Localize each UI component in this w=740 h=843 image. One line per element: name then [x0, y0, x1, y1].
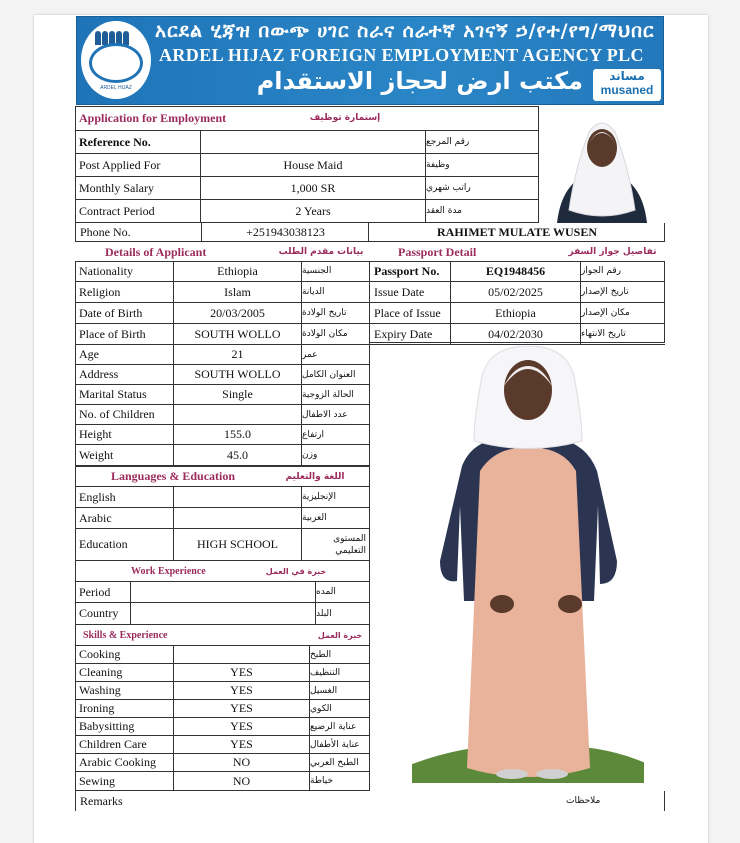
skill-label-ar: الكوي [309, 700, 370, 717]
applicant-row [75, 385, 370, 405]
application-label-ar: مدة العقد [425, 200, 539, 222]
skill-label-ar: الطبخ العربي [309, 754, 370, 771]
skill-value [173, 646, 309, 663]
applicant-value: 20/03/2005 [173, 303, 301, 323]
applicant-title-ar: بيانات مقدم الطلب [278, 247, 364, 257]
application-label-ar: رقم المرجع [425, 131, 539, 153]
remarks-label-ar: ملاحظات [566, 796, 601, 806]
skill-label: Washing [79, 683, 121, 697]
language-value: HIGH SCHOOL [173, 529, 301, 560]
agency-header-banner [76, 16, 664, 105]
passport-label: Place of Issue [374, 305, 441, 320]
applicant-label: Date of Birth [79, 305, 143, 320]
application-label: Reference No. [79, 134, 151, 149]
applicant-row [75, 324, 370, 345]
language-label: Education [79, 537, 128, 551]
application-label-ar: راتب شهري [425, 177, 539, 199]
phone-value: +251943038123 [201, 223, 369, 241]
language-label: Arabic [79, 510, 112, 525]
applicant-title-row [75, 243, 369, 261]
applicant-label-ar: عدد الاطفال [301, 405, 370, 424]
application-title: Application for Employment [79, 110, 227, 125]
person-photo-icon [539, 106, 665, 223]
application-label: Post Applied For [79, 157, 161, 172]
applicant-value: 21 [173, 345, 301, 364]
skill-label: Children Care [79, 737, 147, 751]
skill-label-ar: خياطة [309, 772, 370, 790]
applicant-portrait-photo [539, 106, 665, 223]
passport-title-row [370, 243, 665, 261]
phone-row [75, 223, 369, 242]
application-row [75, 154, 539, 177]
applicant-row [75, 445, 370, 466]
applicant-label-ar: تاريخ الولادة [301, 303, 370, 323]
applicant-label-ar: وزن [301, 445, 370, 465]
applicant-row [75, 261, 370, 282]
skill-value: YES [173, 736, 309, 753]
skill-label: Arabic Cooking [79, 755, 156, 769]
passport-label: Expiry Date [374, 326, 433, 341]
skill-label: Cooking [79, 647, 121, 661]
skill-value: NO [173, 772, 309, 790]
agency-name-arabic: مكتب ارض لحجاز الاستقدام [256, 67, 583, 95]
applicant-value: SOUTH WOLLO [173, 324, 301, 344]
skill-row [75, 772, 370, 791]
passport-label-ar: مكان الإصدار [580, 303, 665, 323]
skill-row [75, 700, 370, 718]
passport-label: Passport No. [374, 263, 440, 278]
application-title-ar: إستمارة توظيف [309, 113, 381, 123]
applicant-label-ar: مكان الولادة [301, 324, 370, 344]
work-title-ar: خبرة في العمل [265, 567, 327, 576]
passport-value: 05/02/2025 [450, 282, 580, 302]
application-label-ar: وظيفة [425, 154, 539, 176]
skill-label: Ironing [79, 701, 115, 715]
skills-title: Skills & Experience [83, 629, 168, 641]
applicant-label: Age [79, 347, 99, 361]
work-label: Period [79, 584, 111, 599]
applicant-label-ar: عمر [301, 345, 370, 364]
work-value [130, 603, 315, 624]
applicant-value: SOUTH WOLLO [173, 365, 301, 384]
applicant-value: Single [173, 385, 301, 404]
skill-value: YES [173, 718, 309, 735]
agency-logo: ARDEL HIJAZ [81, 21, 151, 99]
applicant-label: Religion [79, 284, 121, 299]
skill-label-ar: عناية الأطفال [309, 736, 370, 753]
skill-value: NO [173, 754, 309, 771]
application-title-row [75, 106, 539, 131]
skill-label-ar: التنظيف [309, 664, 370, 681]
applicant-label: Height [79, 427, 112, 441]
skill-label: Cleaning [79, 665, 123, 679]
work-row [75, 582, 370, 603]
passport-value: 04/02/2030 [450, 324, 580, 344]
language-row [75, 487, 370, 508]
applicant-label: Address [79, 367, 119, 381]
skill-row [75, 682, 370, 700]
applicant-label-ar: ارتفاع [301, 425, 370, 444]
work-label-ar: المده [315, 582, 370, 602]
applicant-label-ar: العنوان الكامل [301, 365, 370, 384]
application-row [75, 131, 539, 154]
work-title: Work Experience [131, 566, 206, 577]
remarks-label: Remarks [80, 793, 123, 808]
skill-value: YES [173, 664, 309, 681]
skill-row [75, 718, 370, 736]
remarks-row [75, 791, 665, 811]
passport-row [370, 324, 665, 345]
language-row [75, 508, 370, 529]
passport-row [370, 282, 665, 303]
skill-row [75, 736, 370, 754]
application-value: 1,000 SR [200, 177, 425, 199]
applicant-row [75, 345, 370, 365]
language-value [173, 508, 301, 528]
language-label-ar: المستوى التعليمي [301, 529, 370, 560]
passport-label: Issue Date [374, 284, 425, 299]
phone-label: Phone No. [80, 224, 131, 239]
person-photo-icon [412, 346, 644, 783]
applicant-label-ar: الحالة الزوجية [301, 385, 370, 404]
application-value [200, 131, 425, 153]
languages-title: Languages & Education [111, 469, 236, 483]
passport-title-ar: تفاصيل جواز السفر [568, 247, 657, 257]
work-row [75, 603, 370, 625]
applicant-label: Weight [79, 447, 114, 462]
skill-label: Babysitting [79, 719, 135, 733]
application-row [75, 177, 539, 200]
skill-value: YES [173, 700, 309, 717]
skills-title-ar: خبرة العمل [317, 630, 363, 640]
passport-value: Ethiopia [450, 303, 580, 323]
applicant-row [75, 282, 370, 303]
language-row [75, 529, 370, 561]
work-title-row [75, 562, 369, 582]
applicant-full-body-photo [412, 346, 644, 783]
applicant-label: Place of Birth [79, 326, 146, 341]
applicant-name-row [369, 223, 665, 242]
applicant-value: 155.0 [173, 425, 301, 444]
passport-row [370, 261, 665, 282]
applicant-value: Ethiopia [173, 261, 301, 281]
language-label-ar: الإنجليزية [301, 487, 370, 507]
applicant-name: RAHIMET MULATE WUSEN [436, 224, 598, 239]
passport-row [370, 303, 665, 324]
languages-title-ar: اللغة والتعليم [285, 471, 345, 482]
language-label: English [79, 489, 116, 504]
skill-row [75, 664, 370, 682]
skill-label-ar: عناية الرضيع [309, 718, 370, 735]
work-value [130, 582, 315, 602]
applicant-row [75, 405, 370, 425]
agency-name-amharic: አርደል ሂጃዝ በውጭ ሀገር ስራና ሰራተኛ አገናኝ ኃ/የተ/የግ/ማህበር [155, 20, 655, 42]
applicant-value: 45.0 [173, 445, 301, 465]
skill-label-ar: الغسيل [309, 682, 370, 699]
applicant-label: No. of Children [79, 407, 155, 421]
passport-title: Passport Detail [398, 244, 477, 259]
application-row [75, 200, 539, 223]
agency-name-english: ARDEL HIJAZ FOREIGN EMPLOYMENT AGENCY PLC [159, 45, 644, 65]
applicant-title: Details of Applicant [105, 244, 207, 259]
application-value: House Maid [200, 154, 425, 176]
passport-label-ar: تاريخ الإصدار [580, 282, 665, 302]
skill-value: YES [173, 682, 309, 699]
language-label-ar: العربية [301, 508, 370, 528]
passport-label-ar: تاريخ الانتهاء [580, 324, 665, 344]
applicant-row [75, 303, 370, 324]
applicant-label-ar: الديانة [301, 282, 370, 302]
applicant-value: Islam [173, 282, 301, 302]
applicant-value [173, 405, 301, 424]
applicant-label: Nationality [79, 263, 133, 278]
applicant-row [75, 425, 370, 445]
work-label-ar: البلد [315, 603, 370, 624]
skill-row [75, 646, 370, 664]
application-label: Contract Period [79, 203, 155, 218]
language-value [173, 487, 301, 507]
skill-label-ar: الطبخ [309, 646, 370, 663]
skill-label: Sewing [79, 773, 115, 788]
work-label: Country [79, 606, 119, 620]
applicant-label-ar: الجنسية [301, 261, 370, 281]
passport-label-ar: رقم الجواز [580, 261, 665, 281]
applicant-row [75, 365, 370, 385]
skill-row [75, 754, 370, 772]
passport-value: EQ1948456 [450, 261, 580, 281]
applicant-label: Marital Status [79, 387, 147, 401]
languages-title-row [75, 467, 369, 487]
musaned-logo: مساند musaned [593, 69, 661, 101]
application-label: Monthly Salary [79, 180, 154, 195]
application-value: 2 Years [200, 200, 425, 222]
skills-title-row [75, 625, 369, 646]
